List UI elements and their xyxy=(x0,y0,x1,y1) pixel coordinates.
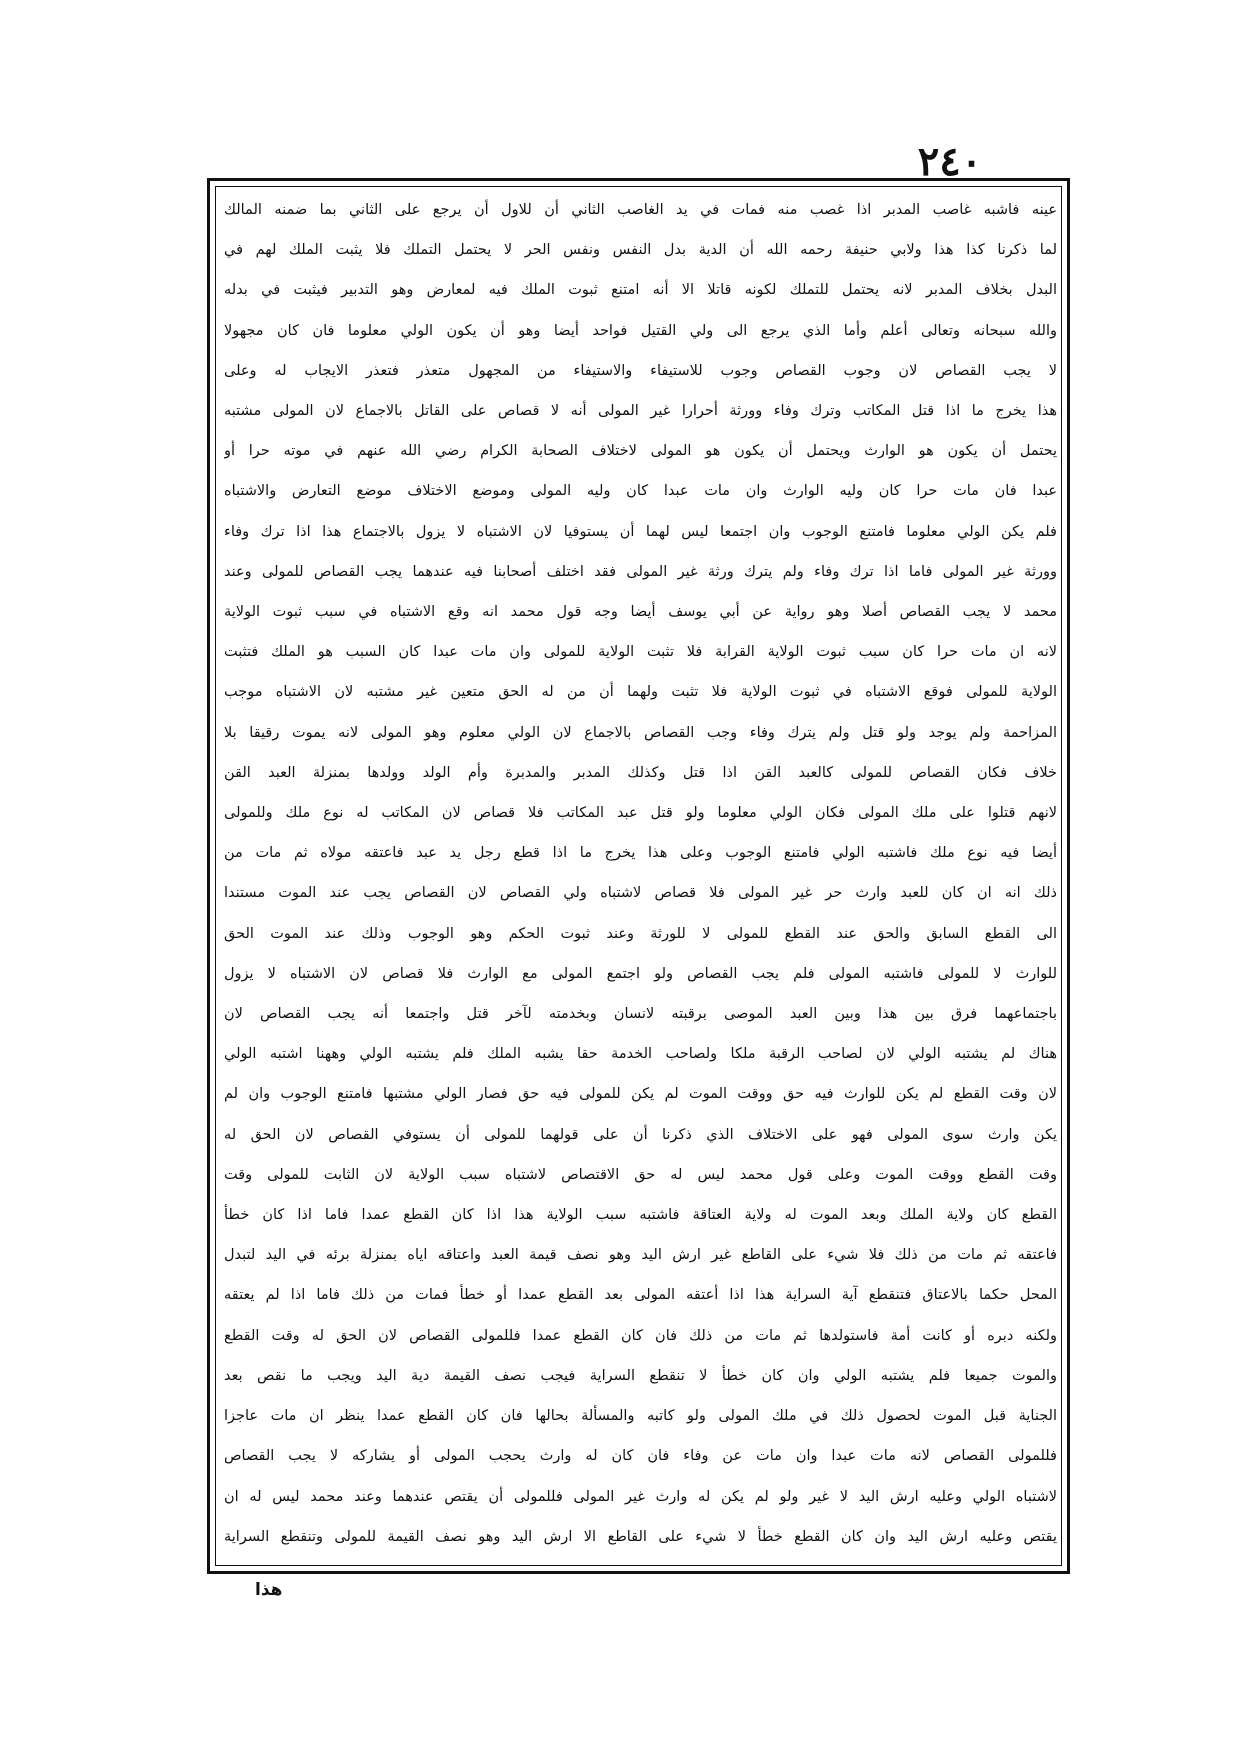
text-line: لانهم قتلوا على ملك المولى فكان الولي معلوما ولو قتل عبد المكاتب فلا قصاص لان المكاتب له نوع ملك وللمولى xyxy=(224,805,1057,822)
text-line: عبدا فان مات حرا كان وليه الوارث وان مات عبدا كان وليه المولى وموضع الاختلاف موضع التعارض والاشتباه xyxy=(224,483,1057,500)
text-line: عينه فاشبه غاصب المدبر اذا غصب منه فمات في يد الغاصب الثاني أن للاول أن يرجع على الثاني بما ضمنه المالك xyxy=(224,202,1057,218)
text-line: لاشتباه الولي وعليه ارش اليد لا غير ولو لم يكن له وارث غير المولى فللمولى أن يقتص عندهما وعند محمد ليس له ان xyxy=(224,1488,1057,1505)
text-line: فلم يكن الولي معلوما فامتنع الوجوب وان اجتمعا ليس لهما أن يستوفيا لان الاشتباه لا يزول بالاجتماع هذا اذا ترك وفاء xyxy=(224,523,1057,540)
text-body xyxy=(218,184,1063,1567)
text-line: فاعتقه ثم مات من ذلك فلا شيء على القاطع غير ارش اليد وهو نصف قيمة العبد واعتاقه اياه بمنزلة برئه في اليد لتبدل xyxy=(224,1247,1057,1264)
text-line: للوارث لا للمولى فاشتبه المولى فلم يجب القصاص ولو اجتمع المولى مع الوارث فلا قصاص لان الاشتباه لا يزول xyxy=(224,965,1057,982)
text-line: الجناية قبل الموت لحصول ذلك في ملك المولى ولو كاتبه والمسألة بحالها فان كان القطع عمدا ينظر ان مات عاجزا xyxy=(224,1408,1057,1425)
text-line: ذلك انه ان كان للعبد وارث حر غير المولى فلا قصاص لاشتباه ولي القصاص لان القصاص يجب عند الموت مستندا xyxy=(224,885,1057,902)
text-line: يقتص وعليه ارش اليد وان كان القطع خطأ لا شيء على القاطع الا ارش اليد وهو نصف القيمة للمولى وتنقطع السراية xyxy=(224,1528,1057,1545)
text-line: القطع كان ولاية الملك وبعد الموت له ولاية العتاقة فاشتبه سبب الولاية هذا اذا كان القطع عمدا فاما اذا كان خطأ xyxy=(224,1207,1057,1224)
text-line: محمد لا يجب القصاص أصلا وهو رواية عن أبي يوسف أيضا وجه قول محمد انه وقع الاشتباه في سبب ثبوت الولاية xyxy=(224,604,1057,621)
text-line: يكن وارث سوى المولى فهو على الاختلاف الذي ذكرنا أن على قولهما للمولى أن يستوفي القصاص لان الحق له xyxy=(224,1126,1057,1143)
text-line: والموت جميعا فلم يشتبه الولي وان كان خطأ لا تنقطع السراية فيجب نصف القيمة دية اليد ويجب ما نقص بعد xyxy=(224,1367,1057,1384)
text-line: لا يجب القصاص لان وجوب القصاص وجوب للاستيفاء والاستيفاء من المجهول متعذر فتعذر الايجاب له وعلى xyxy=(224,362,1057,379)
text-line: المحل حكما بالاعتاق فتنقطع آية السراية هذا اذا أعتقه المولى بعد القطع عمدا أو خطأ فمات من ذلك فاما اذا لم يعتقه xyxy=(224,1287,1057,1304)
text-line: والله سبحانه وتعالى أعلم وأما الذي يرجع الى ولي القتيل فواحد أيضا وهو أن يكون الولي معلوما فان كان مجهولا xyxy=(224,322,1057,339)
text-line: فللمولى القصاص لانه مات عبدا وان مات عن وفاء فان كان له وارث يحجب المولى أو يشاركه لا يجب القصاص xyxy=(224,1448,1057,1465)
text-line: يحتمل أن يكون هو الوارث ويحتمل أن يكون هو المولى لاختلاف الصحابة الكرام رضي الله عنهم في موته حرا أو xyxy=(224,443,1057,460)
text-line: لما ذكرنا كذا هذا ولابي حنيفة رحمه الله أن الدية بدل النفس ونفس الحر لا يحتمل التملك فلا يثبت الملك لهم في xyxy=(224,242,1057,259)
text-line: وورثة غير المولى فاما اذا ترك وفاء ولم يترك ورثة غير المولى فقد اختلف أصحابنا فيه عندهما يجب القصاص للمولى وعند xyxy=(224,563,1057,580)
page-number: ٢٤٠ xyxy=(917,138,983,185)
text-line: هذا يخرج ما اذا قتل المكاتب وترك وفاء وورثة أحرارا غير المولى أنه لا قصاص على القاتل بالاجماع لان المولى مشتبه xyxy=(224,403,1057,420)
text-line: هناك لم يشتبه الولي لان لصاحب الرقبة ملكا ولصاحب الخدمة حقا يشبه الملك فلم يشتبه الولي وههنا اشتبه الولي xyxy=(224,1046,1057,1063)
text-line: البدل بخلاف المدبر لانه يحتمل للتملك لكونه قاتلا الا أنه امتنع ثبوت الملك فيه لمعارض وهو التدبير فيثبت في بدله xyxy=(224,282,1057,299)
text-line: الولاية للمولى فوقع الاشتباه في ثبوت الولاية فلا تثبت ولهما أن من له الحق متعين غير مشتبه لان الاشتباه موجب xyxy=(224,684,1057,701)
text-line: أيضا فيه نوع ملك فاشتبه الولي فامتنع الوجوب وعلى هذا يخرج ما اذا قطع رجل يد عبد فاعتقه مولاه ثم مات من xyxy=(224,845,1057,862)
text-line: وقت القطع ووقت الموت وعلى قول محمد ليس له حق الاقتصاص لاشتباه سبب الولاية لان الثابت للمولى وقت xyxy=(224,1166,1057,1183)
text-line: ولكنه دبره أو كانت أمة فاستولدها ثم مات من ذلك فان كان القطع عمدا فللمولى القصاص لان الحق له وقت القطع xyxy=(224,1327,1057,1344)
text-line: الى القطع السابق والحق عند القطع للمولى لا للورثة وعند ثبوت الحكم وهو الوجوب وذلك عند الموت الحق xyxy=(224,925,1057,942)
text-line: لان وقت القطع لم يكن للوارث فيه حق ووقت الموت لم يكن للمولى فيه حق فصار الولي مشتبها فامتنع الوجوب وان لم xyxy=(224,1086,1057,1103)
text-line: لانه ان مات حرا كان سبب ثبوت الولاية القرابة فلا تثبت الولاية للمولى وان مات عبدا كان السبب هو الملك فتثبت xyxy=(224,644,1057,661)
text-line: المزاحمة ولم يوجد ولو قتل ولم يترك وفاء وجب القصاص بالاجماع لان الولي معلوم وهو المولى لانه يموت رقيقا بلا xyxy=(224,724,1057,741)
text-line: باجتماعهما فرق بين هذا وبين العبد الموصى برقبته لانسان وبخدمته لآخر قتل واجتمعا أنه يجب القصاص لان xyxy=(224,1006,1057,1023)
text-line: خلاف فكان القصاص للمولى كالعبد القن اذا قتل وكذلك المدبر والمدبرة وأم الولد وولدها بمنزلة العبد القن xyxy=(224,764,1057,781)
catchword: هذا xyxy=(255,1580,283,1600)
